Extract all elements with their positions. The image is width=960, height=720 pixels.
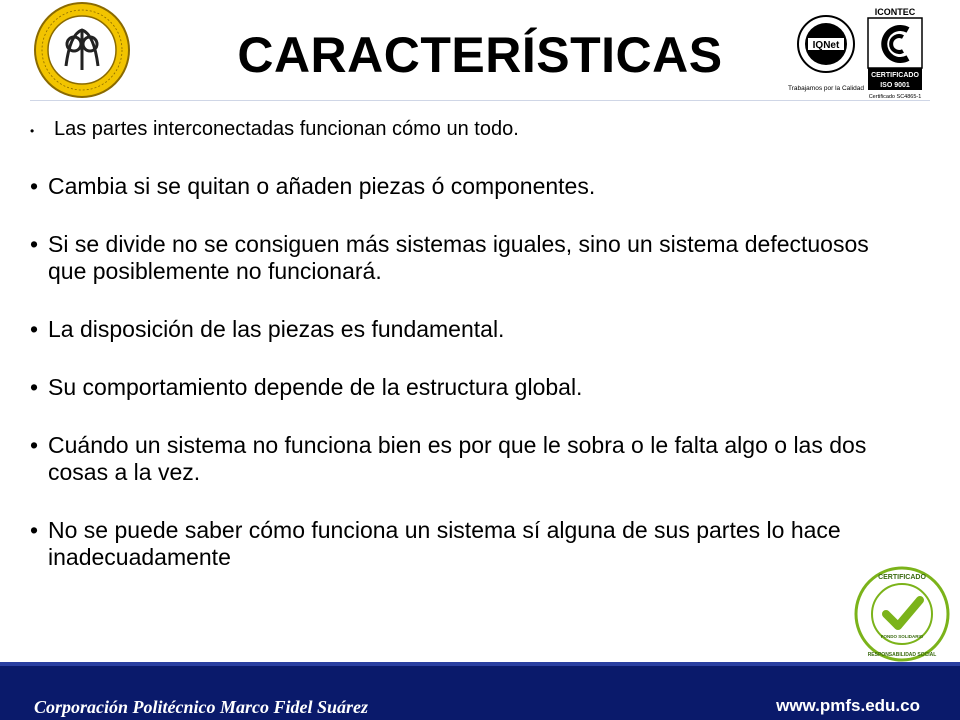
bullet-item bbox=[30, 374, 900, 401]
bullet-text: No se puede saber cómo funciona un sistema sí alguna de sus partes lo hace inadecuadamente bbox=[48, 517, 841, 570]
title-divider bbox=[30, 100, 930, 101]
bullet-text: Las partes interconectadas funcionan cómo un todo. bbox=[54, 118, 519, 140]
bullet-text: La disposición de las piezas es fundamental. bbox=[48, 316, 505, 342]
bullet-item bbox=[30, 116, 900, 143]
bullet-list bbox=[30, 116, 900, 571]
bullet-marker: • bbox=[30, 517, 39, 543]
bullet-item bbox=[30, 517, 900, 571]
badge-top-text: CERTIFICADO bbox=[878, 574, 926, 581]
iqnet-mark: IQNet bbox=[812, 40, 840, 51]
bullet-marker: • bbox=[30, 432, 39, 458]
footer-bar bbox=[0, 662, 960, 720]
icontec-certification-logo bbox=[866, 4, 924, 100]
icontec-name: ICONTEC bbox=[874, 7, 916, 17]
badge-bottom-text: RESPONSABILIDAD SOCIAL bbox=[867, 652, 937, 658]
iqnet-certification-logo bbox=[786, 6, 866, 98]
bullet-marker: • bbox=[30, 231, 39, 257]
bullet-text: Cambia si se quitan o añaden piezas ó componentes. bbox=[48, 173, 596, 199]
bullet-text: Cuándo un sistema no funciona bien es por que le sobra o le falta algo o las dos cosas a la vez. bbox=[48, 432, 867, 485]
bullet-item bbox=[30, 173, 900, 200]
bullet-item bbox=[30, 316, 900, 343]
footer-institution: Corporación Politécnico Marco Fidel Suárez bbox=[34, 697, 369, 717]
bullet-marker: • bbox=[30, 316, 39, 342]
bullet-text: Si se divide no se consiguen más sistemas iguales, sino un sistema defectuosos que posiblemente no funcionará. bbox=[48, 231, 869, 284]
social-responsibility-badge bbox=[854, 566, 950, 662]
icontec-cert-label: CERTIFICADO bbox=[871, 72, 919, 79]
iqnet-caption: Trabajamos por la Calidad bbox=[788, 85, 864, 92]
badge-mid-text: FONDO SOLIDARIO bbox=[880, 634, 924, 639]
bullet-text: Su comportamiento depende de la estructura global. bbox=[48, 374, 583, 400]
bullet-item bbox=[30, 231, 900, 285]
bullet-item bbox=[30, 432, 900, 486]
bullet-marker: • bbox=[30, 124, 35, 138]
icontec-cert-code: Certificado SC4865-1 bbox=[868, 94, 922, 100]
icontec-iso-label: ISO 9001 bbox=[880, 82, 910, 89]
slide-title: CARACTERÍSTICAS bbox=[237, 27, 723, 83]
bullet-marker: • bbox=[30, 374, 39, 400]
bullet-marker: • bbox=[30, 173, 39, 199]
footer-url[interactable]: www.pmfs.edu.co bbox=[776, 696, 920, 715]
